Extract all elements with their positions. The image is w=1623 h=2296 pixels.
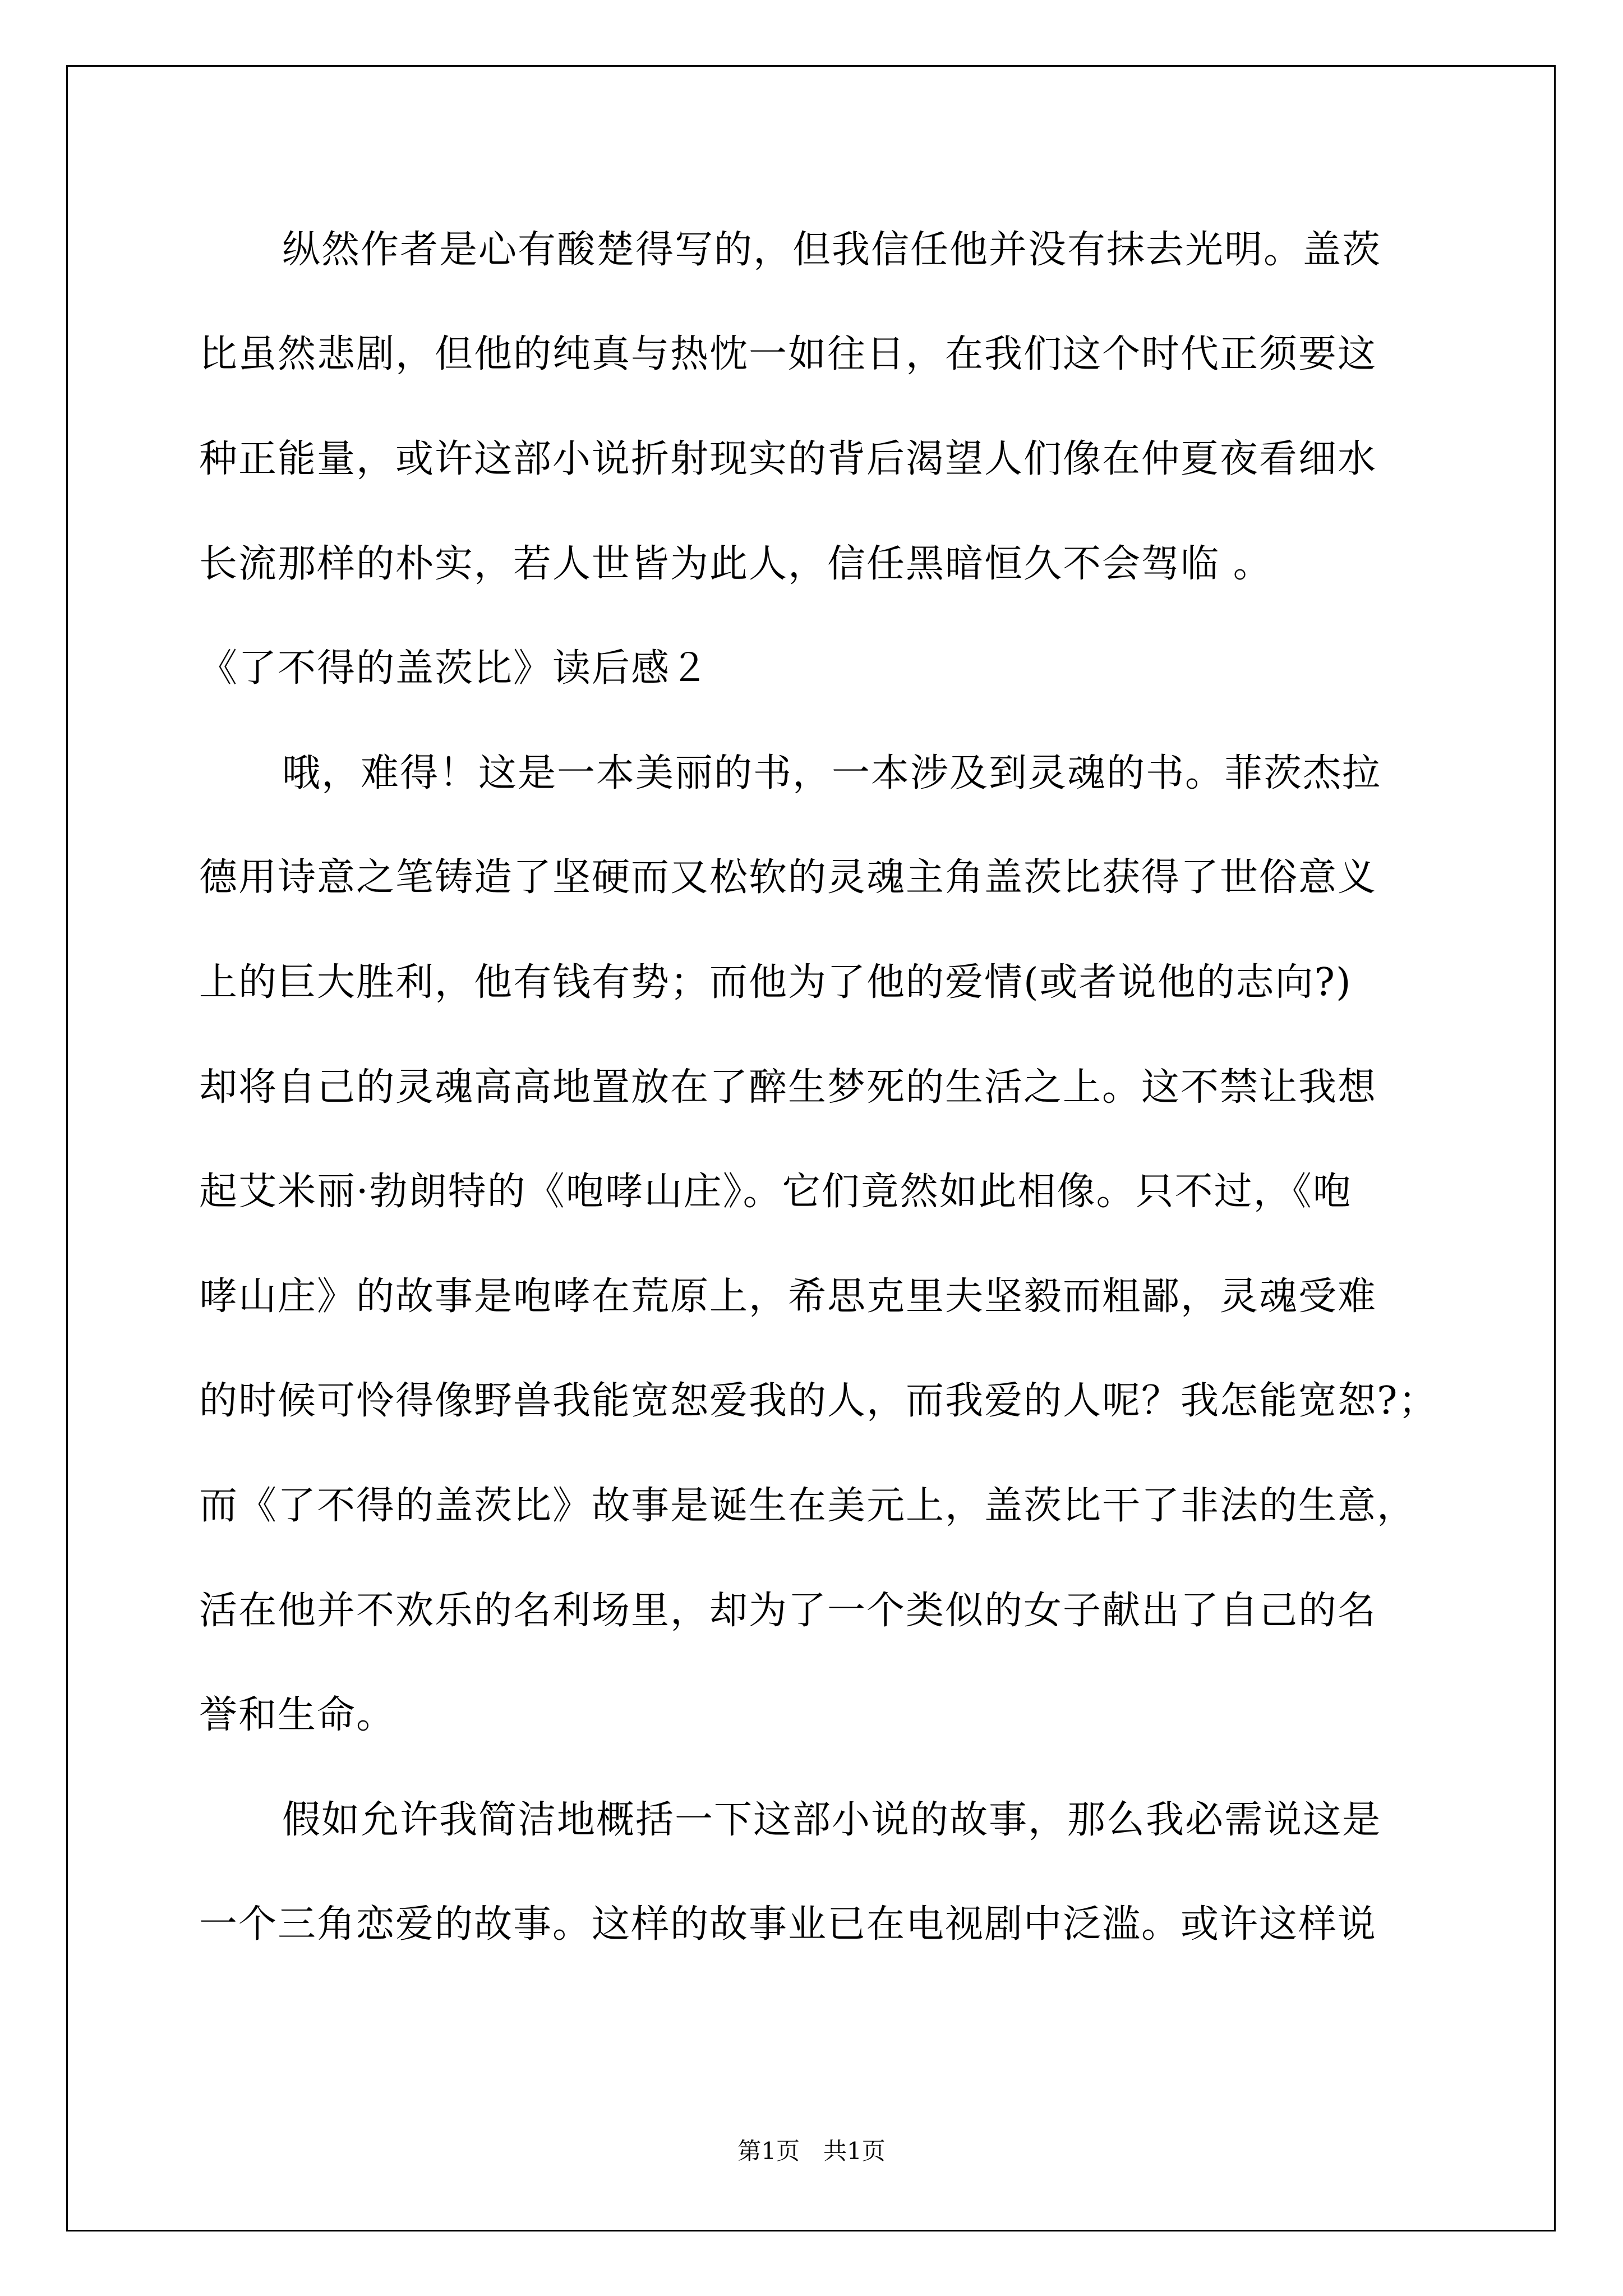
paragraph-line: 活在他并不欢乐的名利场里，却为了一个类似的女子献出了自己的名 (199, 1589, 1377, 1633)
paragraph-line: 誉和生命。 (199, 1693, 396, 1737)
paragraph-line: 假如允许我简洁地概括一下这部小说的故事，那么我必需说这是 (282, 1798, 1382, 1842)
paragraph-line: 长流那样的朴实，若人世皆为此人，信任黑暗恒久不会驾临 。 (199, 542, 1272, 586)
paragraph-line: 纵然作者是心有酸楚得写的，但我信任他并没有抹去光明。盖茨 (282, 228, 1382, 272)
paragraph-line: 哦，难得！这是一本美丽的书，一本涉及到灵魂的书。菲茨杰拉 (282, 751, 1382, 795)
paragraph-line: 一个三角恋爱的故事。这样的故事业已在电视剧中泛滥。或许这样说 (199, 1902, 1377, 1947)
paragraph-line: 却将自己的灵魂高高地置放在了醉生梦死的生活之上。这不禁让我想 (199, 1065, 1377, 1110)
page-number-footer: 第1页 共1页 (737, 2137, 886, 2165)
paragraph-line: 德用诗意之笔铸造了坚硬而又松软的灵魂主角盖茨比获得了世俗意义 (199, 855, 1377, 900)
paragraph-line: 起艾米丽·勃朗特的《咆哮山庄》。它们竟然如此相像。只不过，《咆 (199, 1170, 1352, 1214)
paragraph-line: 的时候可怜得像野兽我能宽恕爱我的人，而我爱的人呢？我怎能宽恕?； (199, 1379, 1438, 1423)
paragraph-line: 种正能量，或许这部小说折射现实的背后渴望人们像在仲夏夜看细水 (199, 437, 1377, 481)
paragraph-line: 比虽然悲剧，但他的纯真与热忱一如往日，在我们这个时代正须要这 (199, 332, 1377, 376)
paragraph-line: 哮山庄》的故事是咆哮在荒原上，希思克里夫坚毅而粗鄙，灵魂受难 (199, 1274, 1377, 1319)
section-heading: 《了不得的盖茨比》读后感２ (199, 646, 710, 691)
paragraph-line: 上的巨大胜利，他有钱有势；而他为了他的爱情(或者说他的志向?) (199, 960, 1352, 1005)
paragraph-line: 而《了不得的盖茨比》故事是诞生在美元上，盖茨比干了非法的生意， (199, 1484, 1417, 1528)
